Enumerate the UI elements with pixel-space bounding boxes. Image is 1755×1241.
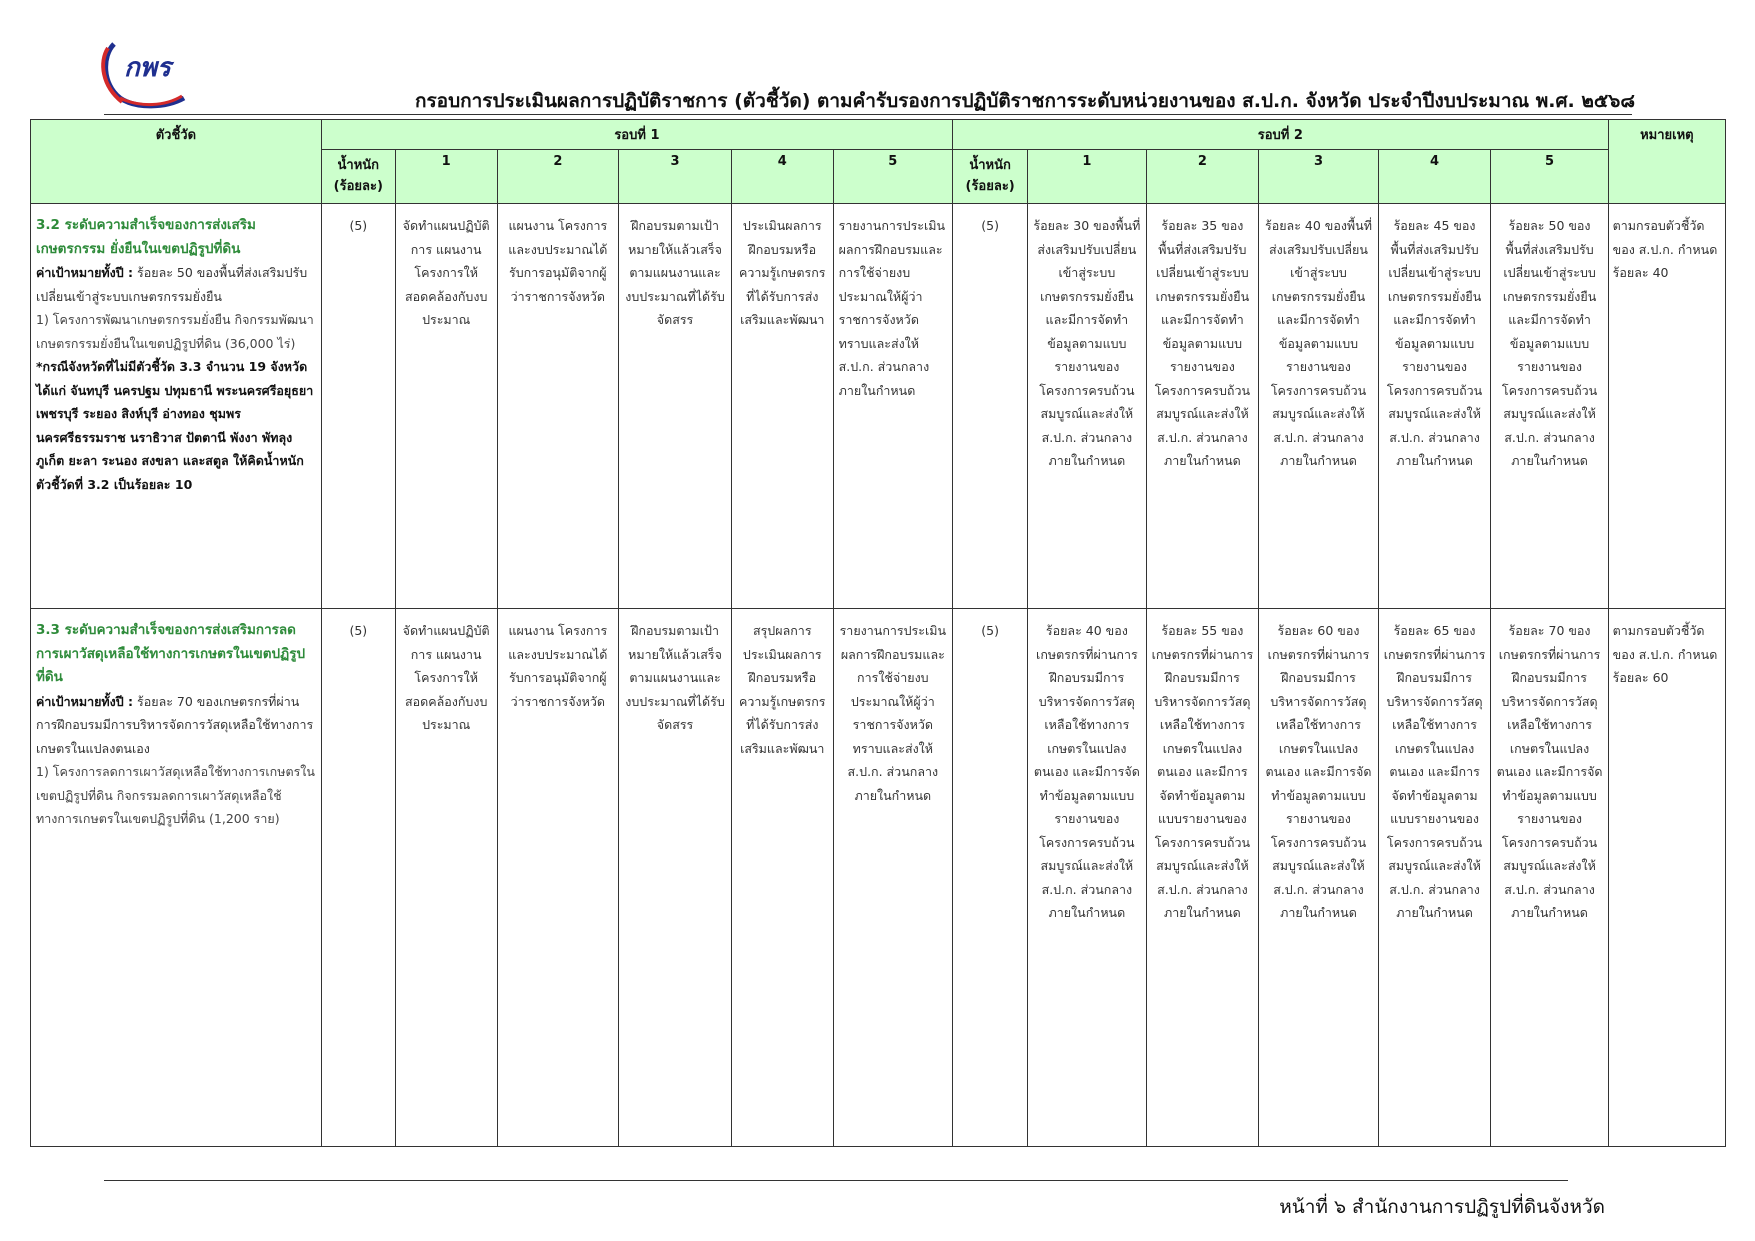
kpi-table — [30, 119, 1726, 1147]
target-label: ค่าเป้าหมายทั้งปี : — [36, 265, 134, 280]
project-text: 1) โครงการลดการเผาวัสดุเหลือใช้ทางการเกษตรในเขตปฏิรูปที่ดิน กิจกรรมลดการเผาวัสดุเหลือใช้ทางการเกษตรในเขตปฏิรูปที่ดิน (1,200 ราย) — [36, 764, 315, 826]
header-remark: หมายเหตุ — [1608, 120, 1725, 204]
footer-divider — [104, 1180, 1568, 1181]
header-level: 2 — [497, 150, 619, 204]
remark-cell: ตามกรอบตัวชี้วัดของ ส.ป.ก. กำหนด ร้อยละ 60 — [1608, 609, 1725, 1147]
criteria-cell: แผนงาน โครงการ และงบประมาณได้รับการอนุมัติจากผู้ว่าราชการจังหวัด — [497, 609, 619, 1147]
indicator-title: 3.2 ระดับความสำเร็จของการส่งเสริมเกษตรกรรม ยั่งยืนในเขตปฏิรูปที่ดิน — [36, 217, 256, 257]
weight-cell: (5) — [953, 609, 1028, 1147]
criteria-cell: ร้อยละ 65 ของเกษตรกรที่ผ่านการฝึกอบรมมีการบริหารจัดการวัสดุเหลือใช้ทางการเกษตรในแปลงตนเอง และมีการจัดทำข้อมูลตามแบบรายงานของโครงการครบถ้วนสมบูรณ์และส่งให้ ส.ป.ก. ส่วนกลางภายในกำหนด — [1378, 609, 1491, 1147]
criteria-cell: ร้อยละ 30 ของพื้นที่ส่งเสริมปรับเปลี่ยนเข้าสู่ระบบเกษตรกรรมยั่งยืน และมีการจัดทำข้อมูลตามแบบรายงานของโครงการครบถ้วนสมบูรณ์และส่งให้ ส.ป.ก. ส่วนกลางภายในกำหนด — [1028, 204, 1146, 609]
remark-cell: ตามกรอบตัวชี้วัดของ ส.ป.ก. กำหนด ร้อยละ 40 — [1608, 204, 1725, 609]
criteria-cell: ฝึกอบรมตามเป้าหมายให้แล้วเสร็จตามแผนงานและงบประมาณที่ได้รับจัดสรร — [619, 204, 732, 609]
page-footer: หน้าที่ ๖ สำนักงานการปฏิรูปที่ดินจังหวัด — [1279, 1196, 1605, 1218]
header-level: 1 — [395, 150, 497, 204]
criteria-cell: ร้อยละ 60 ของเกษตรกรที่ผ่านการฝึกอบรมมีการบริหารจัดการวัสดุเหลือใช้ทางการเกษตรในแปลงตนเอง และมีการจัดทำข้อมูลตามแบบรายงานของโครงการครบถ้วนสมบูรณ์และส่งให้ ส.ป.ก. ส่วนกลางภายในกำหนด — [1259, 609, 1378, 1147]
criteria-cell: ร้อยละ 45 ของพื้นที่ส่งเสริมปรับเปลี่ยนเข้าสู่ระบบเกษตรกรรมยั่งยืน และมีการจัดทำข้อมูลตามแบบรายงานของโครงการครบถ้วนสมบูรณ์และส่งให้ ส.ป.ก. ส่วนกลางภายในกำหนด — [1378, 204, 1491, 609]
logo-text: กพร — [124, 53, 171, 83]
indicator-cell — [31, 204, 322, 609]
weight-cell: (5) — [953, 204, 1028, 609]
table-row — [31, 609, 1726, 1147]
criteria-cell: ร้อยละ 40 ของพื้นที่ส่งเสริมปรับเปลี่ยนเข้าสู่ระบบเกษตรกรรมยั่งยืน และมีการจัดทำข้อมูลตามแบบรายงานของโครงการครบถ้วนสมบูรณ์และส่งให้ ส.ป.ก. ส่วนกลางภายในกำหนด — [1259, 204, 1378, 609]
weight-cell: (5) — [321, 204, 395, 609]
criteria-cell: ร้อยละ 35 ของพื้นที่ส่งเสริมปรับเปลี่ยนเข้าสู่ระบบเกษตรกรรมยั่งยืน และมีการจัดทำข้อมูลตามแบบรายงานของโครงการครบถ้วนสมบูรณ์และส่งให้ ส.ป.ก. ส่วนกลางภายในกำหนด — [1146, 204, 1259, 609]
criteria-cell: ร้อยละ 50 ของพื้นที่ส่งเสริมปรับเปลี่ยนเข้าสู่ระบบเกษตรกรรมยั่งยืน และมีการจัดทำข้อมูลตามแบบรายงานของโครงการครบถ้วนสมบูรณ์และส่งให้ ส.ป.ก. ส่วนกลางภายในกำหนด — [1491, 204, 1608, 609]
title-divider — [104, 114, 1632, 115]
criteria-cell: จัดทำแผนปฏิบัติการ แผนงานโครงการให้สอดคล้องกับงบประมาณ — [395, 609, 497, 1147]
criteria-cell: จัดทำแผนปฏิบัติการ แผนงานโครงการให้สอดคล้องกับงบประมาณ — [395, 204, 497, 609]
table-row — [31, 204, 1726, 609]
target-label: ค่าเป้าหมายทั้งปี : — [36, 693, 134, 709]
criteria-cell: แผนงาน โครงการ และงบประมาณได้รับการอนุมัติจากผู้ว่าราชการจังหวัด — [497, 204, 619, 609]
target-text: ร้อยละ 70 ของเกษตรกรที่ผ่านการฝึกอบรมมีการบริหารจัดการวัสดุเหลือใช้ทางการเกษตรในแปลงตนเอง — [36, 693, 314, 756]
header-level: 2 — [1146, 150, 1259, 204]
header-level: 4 — [1378, 150, 1491, 204]
opdc-logo — [100, 38, 205, 110]
indicator-title: 3.3 ระดับความสำเร็จของการส่งเสริมการลดการเผาวัสดุเหลือใช้ทางการเกษตรในเขตปฏิรูปที่ดิน — [36, 622, 306, 685]
header-level: 4 — [731, 150, 833, 204]
project-text: 1) โครงการพัฒนาเกษตรกรรมยั่งยืน กิจกรรมพัฒนาเกษตรกรรมยั่งยืนในเขตปฏิรูปที่ดิน (36,000 ไร่) — [36, 312, 314, 351]
criteria-cell: ฝึกอบรมตามเป้าหมายให้แล้วเสร็จตามแผนงานและงบประมาณที่ได้รับจัดสรร — [619, 609, 732, 1147]
header-level: 3 — [1259, 150, 1378, 204]
header-level: 3 — [619, 150, 732, 204]
header-level: 5 — [1491, 150, 1608, 204]
special-note: *กรณีจังหวัดที่ไม่มีตัวชี้วัด 3.3 จำนวน 19 จังหวัด ได้แก่ จันทบุรี นครปฐม ปทุมธานี พระนครศรีอยุธยา เพชรบุรี ระยอง สิงห์บุรี อ่างทอง ชุมพร นครศรีธรรมราช นราธิวาส ปัตตานี พังงา พัทลุง ภูเก็ต ยะลา ระนอง สงขลา และสตูล ให้คิดน้ำหนักตัวชี้วัดที่ 3.2 เป็นร้อยละ 10 — [36, 359, 314, 492]
header-indicator: ตัวชี้วัด — [31, 120, 322, 204]
criteria-cell: สรุปผลการประเมินผลการฝึกอบรมหรือความรู้เกษตรกรที่ได้รับการส่งเสริมและพัฒนา — [731, 609, 833, 1147]
indicator-cell — [31, 609, 322, 1147]
weight-cell: (5) — [321, 609, 395, 1147]
header-level: 1 — [1028, 150, 1146, 204]
header-weight-1: น้ำหนัก (ร้อยละ) — [321, 150, 395, 204]
target-text: ร้อยละ 50 ของพื้นที่ส่งเสริมปรับเปลี่ยนเข้าสู่ระบบเกษตรกรรมยั่งยืน — [36, 265, 308, 304]
criteria-cell: ร้อยละ 70 ของเกษตรกรที่ผ่านการฝึกอบรมมีการบริหารจัดการวัสดุเหลือใช้ทางการเกษตรในแปลงตนเอง และมีการจัดทำข้อมูลตามแบบรายงานของโครงการครบถ้วนสมบูรณ์และส่งให้ ส.ป.ก. ส่วนกลางภายในกำหนด — [1491, 609, 1608, 1147]
header-weight-2: น้ำหนัก (ร้อยละ) — [953, 150, 1028, 204]
header-round-2: รอบที่ 2 — [953, 120, 1609, 150]
header-level: 5 — [833, 150, 952, 204]
criteria-cell: ร้อยละ 40 ของเกษตรกรที่ผ่านการฝึกอบรมมีการบริหารจัดการวัสดุเหลือใช้ทางการเกษตรในแปลงตนเอง และมีการจัดทำข้อมูลตามแบบรายงานของโครงการครบถ้วนสมบูรณ์และส่งให้ ส.ป.ก. ส่วนกลางภายในกำหนด — [1028, 609, 1146, 1147]
criteria-cell: ประเมินผลการฝึกอบรมหรือความรู้เกษตรกรที่ได้รับการส่งเสริมและพัฒนา — [731, 204, 833, 609]
criteria-cell: ร้อยละ 55 ของเกษตรกรที่ผ่านการฝึกอบรมมีการบริหารจัดการวัสดุเหลือใช้ทางการเกษตรในแปลงตนเอง และมีการจัดทำข้อมูลตามแบบรายงานของโครงการครบถ้วนสมบูรณ์และส่งให้ ส.ป.ก. ส่วนกลางภายในกำหนด — [1146, 609, 1259, 1147]
criteria-cell: รายงานการประเมินผลการฝึกอบรมและการใช้จ่ายงบประมาณให้ผู้ว่าราชการจังหวัดทราบและส่งให้ ส.ป.ก. ส่วนกลางภายในกำหนด — [833, 609, 952, 1147]
page-title: กรอบการประเมินผลการปฏิบัติราชการ (ตัวชี้วัด) ตามคำรับรองการปฏิบัติราชการระดับหน่วยงานของ ส.ป.ก. จังหวัด ประจำปีงบประมาณ พ.ศ. ๒๕๖๘ — [414, 90, 1635, 112]
header-round-1: รอบที่ 1 — [321, 120, 952, 150]
criteria-cell: รายงานการประเมินผลการฝึกอบรมและการใช้จ่ายงบประมาณให้ผู้ว่าราชการจังหวัดทราบและส่งให้ ส.ป.ก. ส่วนกลางภายในกำหนด — [833, 204, 952, 609]
